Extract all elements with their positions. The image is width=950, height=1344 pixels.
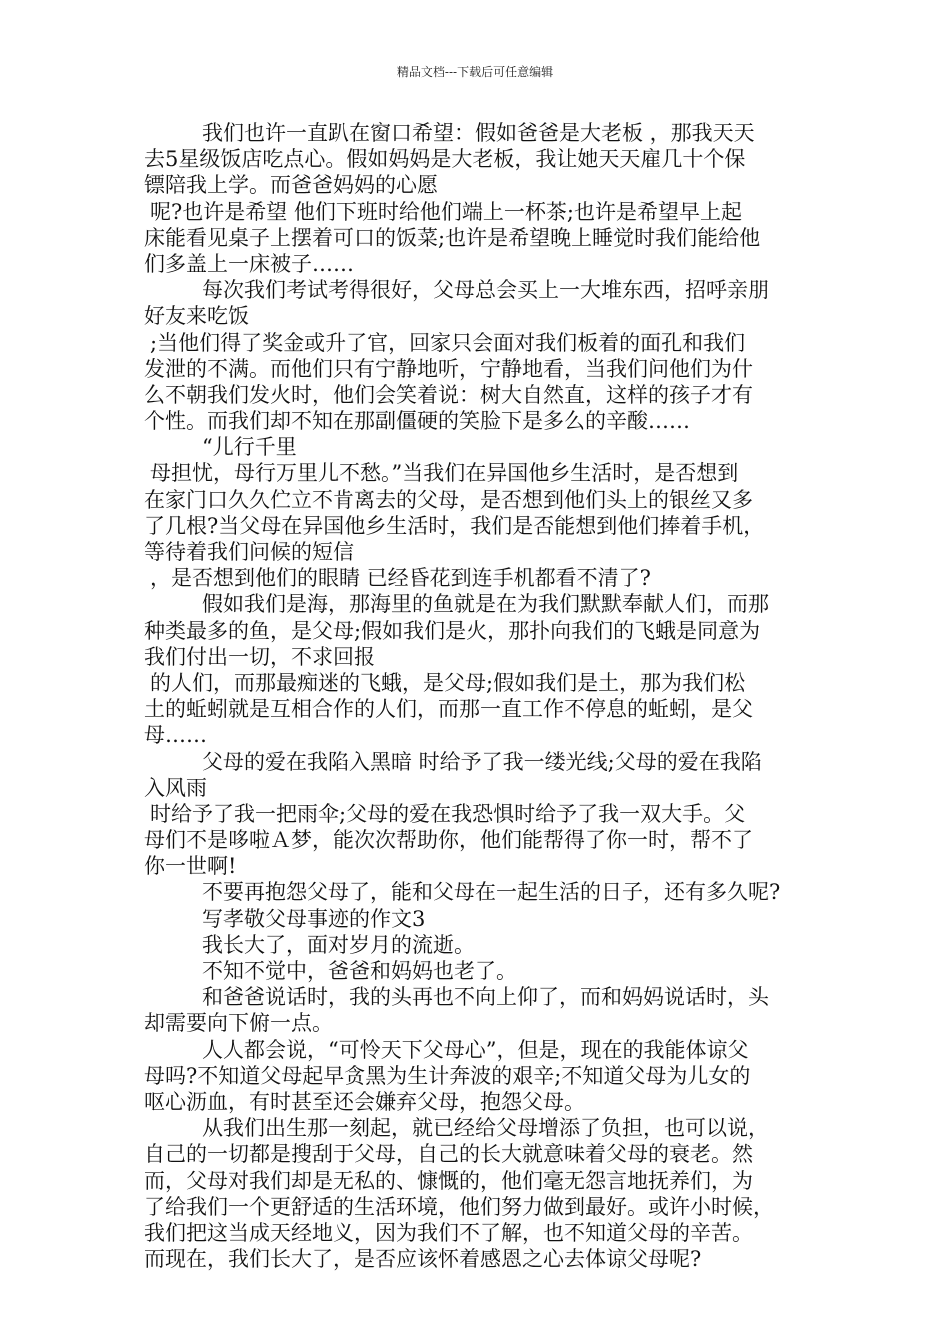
- text-line: 假如我们是海，那海里的鱼就是在为我们默默奉献人们，而那: [202, 592, 769, 617]
- text-line: “儿行千里: [202, 435, 297, 460]
- text-line: 却需要向下俯一点。: [144, 1011, 333, 1036]
- text-line: 而，父母对我们却是无私的、慷慨的，他们毫无怨言地抚养们，为: [144, 1168, 753, 1193]
- text-line: 在家门口久久伫立不肯离去的父母，是否想到他们头上的银丝又多: [144, 487, 753, 512]
- text-line: 母……: [144, 723, 207, 748]
- text-line: 呕心沥血，有时甚至还会嫌弃父母，抱怨父母。: [144, 1089, 585, 1114]
- text-line: 不知不觉中，爸爸和妈妈也老了。: [202, 959, 517, 983]
- text-line: ;当他们得了奖金或升了官，回家只会面对我们板着的面孔和我们: [150, 330, 746, 355]
- text-line: 么不朝我们发火时，他们会笑着说：树大自然直，这样的孩子才有: [144, 382, 753, 407]
- text-line: 母担忧，母行万里儿不愁。”当我们在异国他乡生活时，是否想到: [150, 461, 739, 486]
- text-line: 的人们，而那最痴迷的飞蛾，是父母;假如我们是土，那为我们松: [150, 670, 746, 695]
- text-line: ，是否想到他们的眼睛 已经昏花到连手机都看不清了?: [150, 566, 651, 591]
- text-line: 母吗?不知道父母起早贪黑为生计奔波的艰辛;不知道父母为儿女的: [144, 1063, 751, 1088]
- text-line: 入风雨: [144, 775, 207, 800]
- text-line: 每次我们考试考得很好，父母总会买上一大堆东西，招呼亲朋: [202, 278, 769, 303]
- text-line: 从我们出生那一刻起，就已经给父母增添了负担，也可以说，: [202, 1116, 769, 1141]
- text-line: 床能看见桌子上摆着可口的饭菜;也许是希望晚上睡觉时我们能给他: [144, 225, 761, 250]
- text-line: 父母的爱在我陷入黑暗 时给予了我一缕光线;父母的爱在我陷: [202, 749, 762, 774]
- text-line: 我们付出一切，不求回报: [144, 644, 375, 669]
- text-line: 而现在，我们长大了，是否应该怀着感恩之心去体谅父母呢?: [144, 1247, 702, 1272]
- text-line: 了给我们一个更舒适的生活环境，他们努力做到最好。或许小时候，: [144, 1194, 774, 1219]
- section-heading: 写孝敬父母事迹的作文3: [202, 906, 426, 931]
- text-line: 你一世啊!: [144, 854, 237, 879]
- text-line: 呢?也许是希望 他们下班时给他们端上一杯茶;也许是希望早上起: [150, 199, 743, 224]
- text-line: 母们不是哆啦Ａ梦，能次次帮助你，他们能帮得了你一时，帮不了: [144, 828, 753, 853]
- page-header: 精品文档---下载后可任意编辑: [396, 65, 554, 79]
- text-line: 等待着我们问候的短信: [144, 540, 354, 564]
- text-line: 我们也许一直趴在窗口希望：假如爸爸是大老板 ，那我天天: [202, 121, 755, 145]
- text-line: 好友来吃饭: [144, 304, 249, 329]
- text-line: 发泄的不满。而他们只有宁静地听，宁静地看，当我们问他们为什: [144, 356, 753, 381]
- text-line: 人人都会说，“可怜天下父母心”，但是，现在的我能体谅父: [202, 1037, 749, 1062]
- text-line: 不要再抱怨父母了，能和父母在一起生活的日子，还有多久呢?: [202, 880, 781, 905]
- text-line: 和爸爸说话时，我的头再也不向上仰了，而和妈妈说话时，头: [202, 985, 769, 1010]
- text-line: 去5星级饭店吃点心。假如妈妈是大老板，我让她天天雇几十个保: [144, 147, 746, 172]
- document-body: [144, 120, 806, 1272]
- text-line: 时给予了我一把雨伞;父母的爱在我恐惧时给予了我一双大手。父: [150, 801, 746, 826]
- text-line: 镖陪我上学。而爸爸妈妈的心愿: [144, 173, 438, 198]
- text-line: 了几根?当父母在异国他乡生活时，我们是否能想到他们捧着手机，: [144, 513, 765, 538]
- text-line: 们多盖上一床被子……: [144, 251, 354, 276]
- text-line: 自己的一切都是搜刮于父母，自己的长大就意味着父母的衰老。然: [144, 1142, 753, 1167]
- text-line: 种类最多的鱼，是父母;假如我们是火，那扑向我们的飞蛾是同意为: [144, 618, 761, 643]
- text-line: 我长大了，面对岁月的流逝。: [202, 932, 475, 957]
- text-line: 土的蚯蚓就是互相合作的人们，而那一直工作不停息的蚯蚓，是父: [144, 697, 753, 722]
- text-line: 个性。而我们却不知在那副僵硬的笑脸下是多么的辛酸……: [144, 409, 690, 434]
- text-line: 我们把这当成天经地义，因为我们不了解，也不知道父母的辛苦。: [144, 1220, 753, 1245]
